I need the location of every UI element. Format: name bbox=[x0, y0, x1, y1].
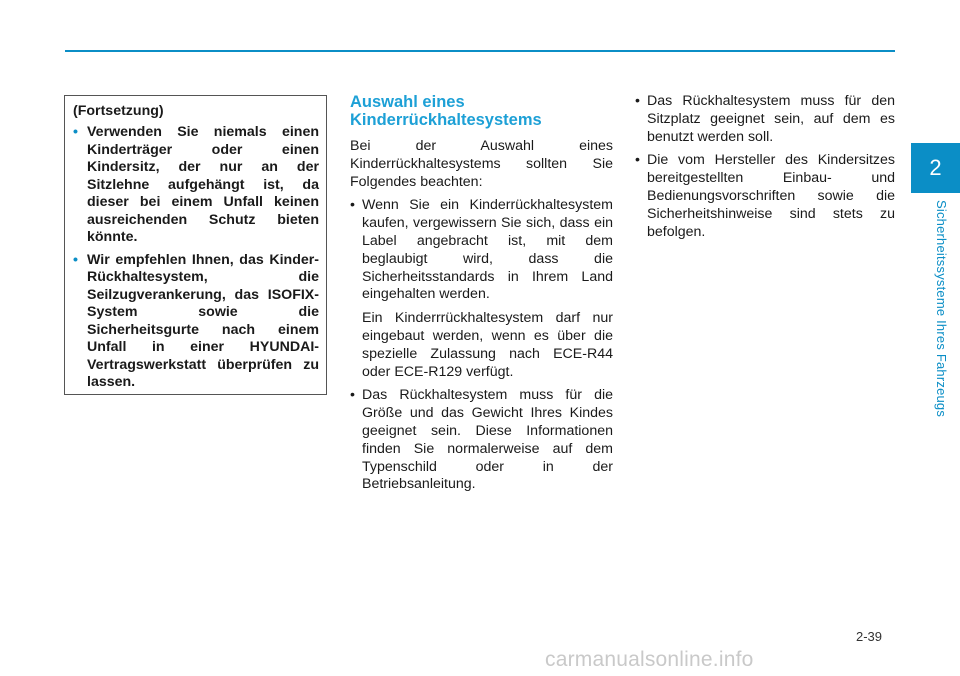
list-item-text: Die vom Hersteller des Kindersitzes bereitgestellten Einbau- und Bedienungsvorschriften sowie die Sicherheitshinweise sind stets zu befolgen. bbox=[647, 152, 895, 240]
list-item bbox=[350, 197, 613, 381]
warning-heading: (Fortsetzung) bbox=[73, 103, 164, 119]
bullet-dot-icon: • bbox=[635, 93, 640, 109]
warning-item-text: Verwenden Sie niemals einen Kinderträger oder einen Kindersitz, der nur an der Sitzlehne aufgehängt ist, da dieser bei einem Unfall keinen ausreichenden Schutz bieten könnte. bbox=[87, 124, 319, 245]
chapter-tab[interactable] bbox=[911, 143, 960, 193]
list-item-text: Wenn Sie ein Kinderrückhaltesystem kaufen, vergewissern Sie sich, dass ein Label angebracht ist, mit dem beglaubigt wird, dass die Sicherheitsstandards in Ihrem Land eingehalten werden. bbox=[362, 197, 613, 303]
list-item bbox=[350, 387, 613, 494]
section-title-line2: Kinderrückhaltesystems bbox=[350, 111, 542, 129]
bullet-dot-icon: • bbox=[73, 124, 78, 140]
top-rule bbox=[65, 50, 895, 52]
bullet-dot-icon: • bbox=[350, 387, 355, 404]
page-number: 2-39 bbox=[856, 629, 883, 644]
watermark: carmanualsonline.info bbox=[545, 648, 754, 671]
intro-paragraph: Bei der Auswahl eines Kinderrückhaltesystems sollten Sie Folgendes beachten: bbox=[350, 138, 613, 190]
list-item bbox=[635, 152, 895, 241]
chapter-number: 2 bbox=[929, 155, 942, 180]
warning-item bbox=[73, 252, 319, 392]
warning-item-text: Wir empfehlen Ihnen, das Kinder-Rückhaltesystem, die Seilzugverankerung, das ISOFIX-System sowie die Sicherheitsgurte nach einem Unfall in einer HYUNDAI-Vertragswerkstatt überprüfen zu lassen. bbox=[87, 251, 319, 390]
bullet-dot-icon: • bbox=[73, 251, 78, 268]
list-item-text: Das Rückhaltesystem muss für die Größe und das Gewicht Ihres Kindes geeignet sein. Diese Informationen finden Sie normalerweise auf dem Typenschild oder in der Betriebsanleitung. bbox=[362, 387, 613, 493]
bullet-dot-icon: • bbox=[635, 152, 640, 169]
section-title bbox=[350, 93, 613, 129]
section-title-line1: Auswahl eines bbox=[350, 93, 465, 111]
chapter-title: Sicherheitssysteme Ihres Fahrzeugs bbox=[934, 200, 949, 418]
warning-item bbox=[73, 124, 319, 247]
list-item-subparagraph: Ein Kinderrrückhaltesystem darf nur eingebaut werden, wenn es über die spezielle Zulassung nach ECE-R44 oder ECE-R129 verfügt. bbox=[362, 310, 613, 380]
warning-box bbox=[64, 95, 327, 395]
bullet-dot-icon: • bbox=[350, 197, 355, 214]
main-column bbox=[350, 93, 613, 500]
list-item-text: Das Rückhaltesystem muss für den Sitzplatz geeignet sein, auf dem es benutzt werden soll. bbox=[647, 93, 895, 145]
list-item bbox=[635, 93, 895, 146]
right-column bbox=[635, 93, 895, 247]
